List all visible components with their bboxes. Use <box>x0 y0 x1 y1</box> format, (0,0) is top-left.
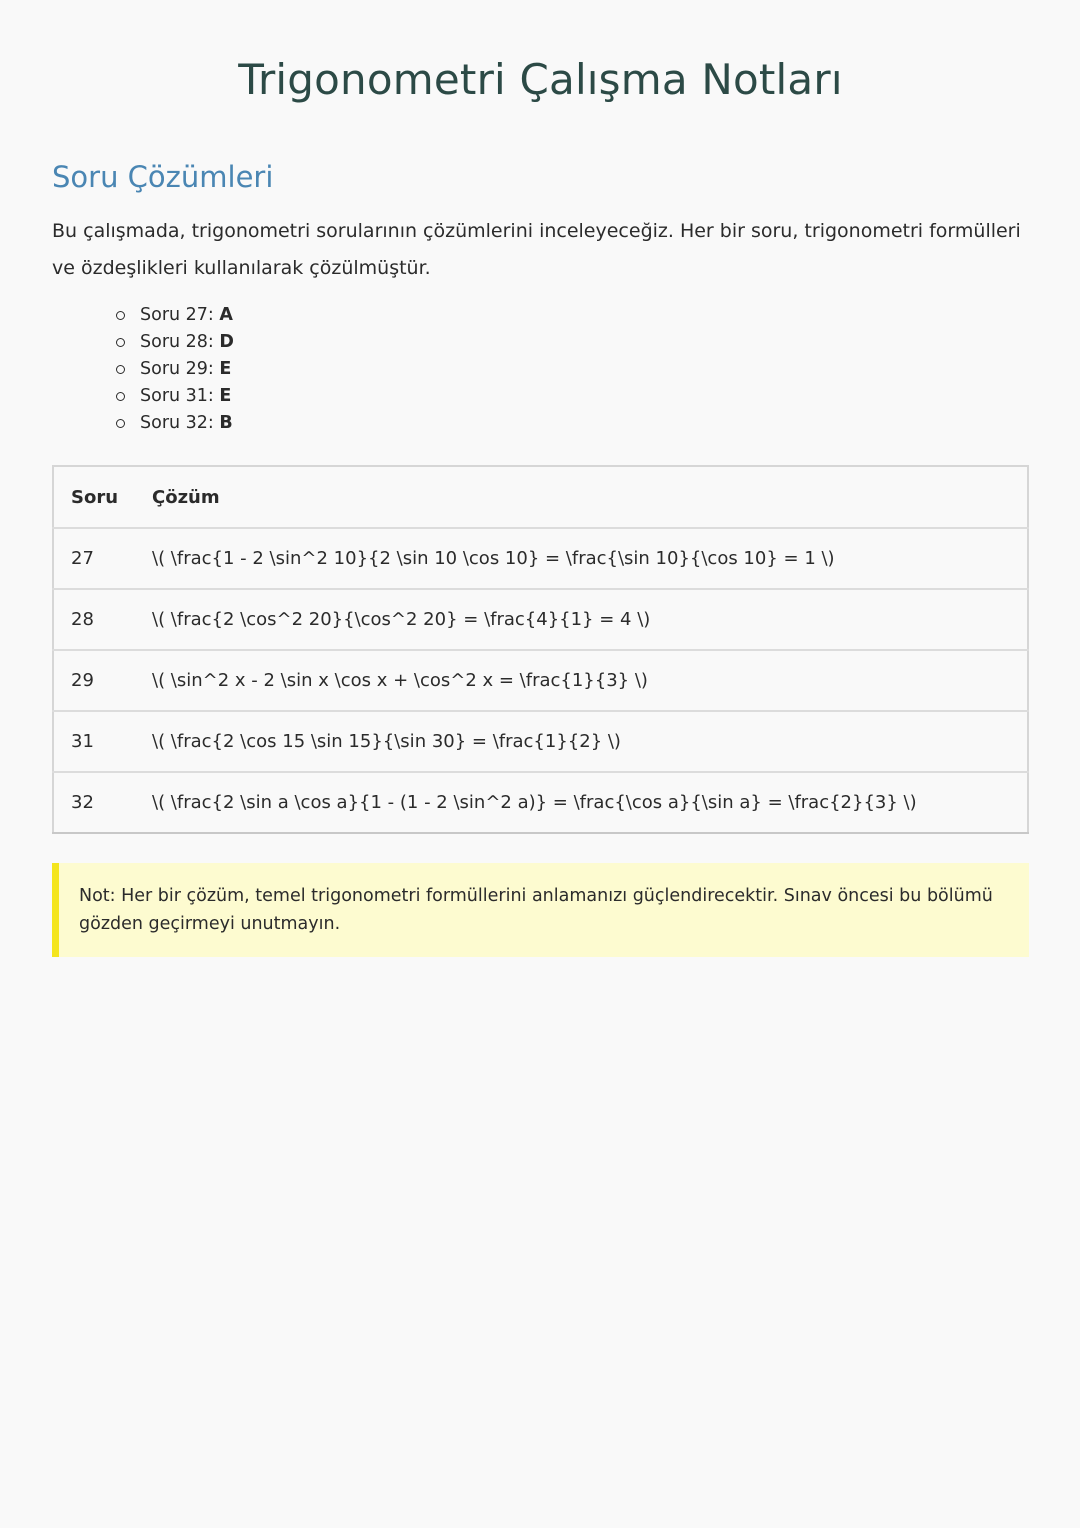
answer-value: A <box>219 305 233 325</box>
answer-value: D <box>219 332 234 352</box>
table-row <box>53 650 1028 711</box>
table-row <box>53 589 1028 650</box>
solution-cell: \( \frac{1 - 2 \sin^2 10}{2 \sin 10 \cos 10} = \frac{\sin 10}{\cos 10} = 1 \) <box>152 528 1028 589</box>
table-row <box>53 772 1028 833</box>
answer-label: Soru 31: <box>140 386 220 406</box>
answer-label: Soru 28: <box>140 332 220 352</box>
note-callout: Not: Her bir çözüm, temel trigonometri formüllerini anlamanızı güçlendirecektir. Sınav öncesi bu bölümü gözden geçirmeyi unutmayın. <box>52 863 1029 957</box>
answer-label: Soru 29: <box>140 359 220 379</box>
table-row <box>53 528 1028 589</box>
answer-value: B <box>219 413 233 433</box>
question-number-cell: 27 <box>53 528 152 589</box>
solution-cell: \( \frac{2 \cos^2 20}{\cos^2 20} = \frac{4}{1} = 4 \) <box>152 589 1028 650</box>
question-number-cell: 31 <box>53 711 152 772</box>
solution-cell: \( \frac{2 \cos 15 \sin 15}{\sin 30} = \frac{1}{2} \) <box>152 711 1028 772</box>
answer-value: E <box>219 386 232 406</box>
answer-value: E <box>219 359 232 379</box>
question-number-cell: 29 <box>53 650 152 711</box>
answer-item <box>116 410 1029 437</box>
document-page <box>52 0 1029 957</box>
solution-cell: \( \sin^2 x - 2 \sin x \cos x + \cos^2 x = \frac{1}{3} \) <box>152 650 1028 711</box>
section-title: Soru Çözümleri <box>52 160 274 194</box>
answer-item <box>116 302 1029 329</box>
column-header-solution: Çözüm <box>152 466 1028 528</box>
circle-bullet-icon <box>116 419 125 428</box>
answer-list <box>52 302 1029 437</box>
answer-item <box>116 356 1029 383</box>
question-number-cell: 28 <box>53 589 152 650</box>
circle-bullet-icon <box>116 392 125 401</box>
solutions-table <box>52 465 1029 834</box>
circle-bullet-icon <box>116 338 125 347</box>
answer-label: Soru 27: <box>140 305 220 325</box>
answer-item <box>116 383 1029 410</box>
column-header-question: Soru <box>53 466 152 528</box>
answer-item <box>116 329 1029 356</box>
question-number-cell: 32 <box>53 772 152 833</box>
circle-bullet-icon <box>116 365 125 374</box>
circle-bullet-icon <box>116 311 125 320</box>
page-title: Trigonometri Çalışma Notları <box>238 55 843 104</box>
table-header-row <box>53 466 1028 528</box>
answer-label: Soru 32: <box>140 413 220 433</box>
solution-cell: \( \frac{2 \sin a \cos a}{1 - (1 - 2 \sin^2 a)} = \frac{\cos a}{\sin a} = \frac{2}{3} \) <box>152 772 1028 833</box>
intro-paragraph: Bu çalışmada, trigonometri sorularının çözümlerini inceleyeceğiz. Her bir soru, trigonometri formülleri ve özdeşlikleri kullanılarak çözülmüştür. <box>52 220 1021 279</box>
table-row <box>53 711 1028 772</box>
